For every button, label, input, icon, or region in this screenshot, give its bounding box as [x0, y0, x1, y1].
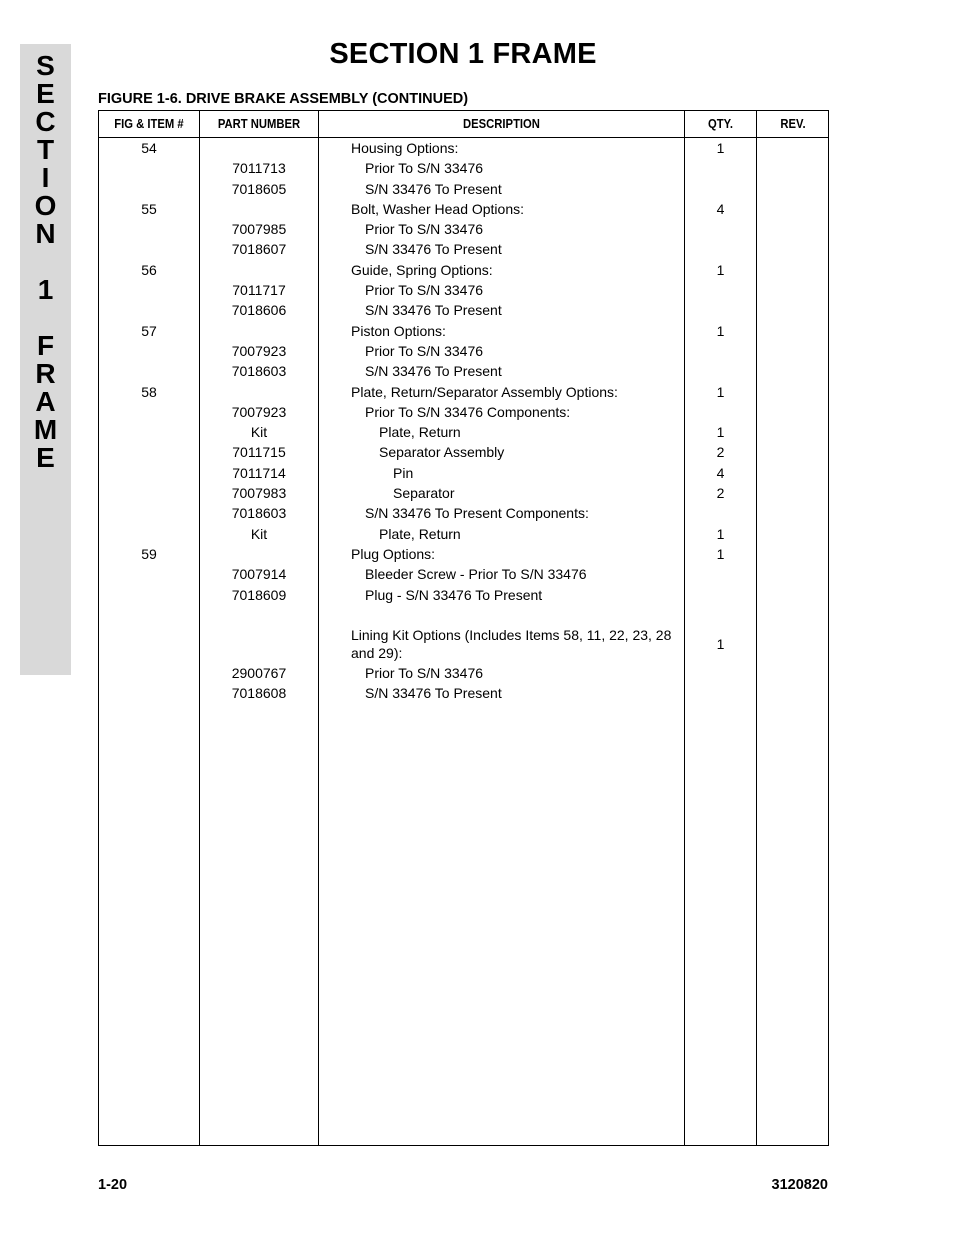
- part-number-cell: 7011713: [232, 160, 286, 177]
- part-number-cell: 7007914: [231, 566, 287, 583]
- description-cell: S/N 33476 To Present: [365, 180, 502, 197]
- description-cell: Housing Options:: [351, 140, 459, 156]
- page-title: SECTION 1 FRAME: [329, 38, 597, 70]
- part-number-cell: 7011714: [232, 464, 286, 481]
- qty-cell: 4: [716, 200, 725, 217]
- part-number-cell: 7007985: [231, 221, 287, 238]
- item-number-cell: 58: [141, 383, 157, 400]
- table-row: [99, 423, 828, 443]
- table-row: [99, 443, 828, 463]
- table-row: [99, 626, 828, 664]
- qty-cell: 1: [716, 635, 725, 652]
- part-number-cell: 7007923: [231, 403, 287, 420]
- side-tab-letter: T: [36, 134, 55, 165]
- column-header-part-number: PART NUMBER: [217, 117, 301, 131]
- table-row: [99, 684, 828, 704]
- table-row: [99, 240, 828, 260]
- description-cell: S/N 33476 To Present: [365, 685, 502, 702]
- side-tab-letter: S: [36, 50, 55, 81]
- description-cell: Bleeder Screw - Prior To S/N 33476: [365, 566, 587, 583]
- item-number-cell: 59: [141, 545, 157, 562]
- side-tab-letter: E: [36, 78, 55, 109]
- part-number-cell: 7018608: [231, 685, 287, 702]
- column-header-rev: REV.: [780, 117, 806, 131]
- description-cell: Lining Kit Options (Includes Items 58, 11, 22, 23, 28 and 29):: [351, 626, 672, 661]
- table-row: [99, 565, 828, 585]
- qty-cell: 2: [716, 485, 725, 502]
- table-row: [99, 586, 828, 606]
- table-row: [99, 403, 828, 423]
- part-number-cell: 7018603: [231, 505, 287, 522]
- side-tab-letter: R: [35, 358, 56, 389]
- column-header-qty: QTY.: [707, 117, 734, 131]
- part-number-cell: 2900767: [231, 664, 287, 681]
- table-row: [99, 342, 828, 362]
- description-cell: Prior To S/N 33476 Components:: [365, 403, 571, 420]
- description-cell: S/N 33476 To Present: [365, 302, 502, 319]
- item-number-cell: 56: [141, 261, 157, 278]
- table-row: [99, 664, 828, 684]
- qty-cell: 1: [716, 322, 725, 339]
- table-row: [99, 139, 828, 159]
- description-cell: Separator: [393, 485, 455, 502]
- table-row: [99, 301, 828, 321]
- description-cell: Guide, Spring Options:: [351, 261, 493, 278]
- item-number-cell: 54: [141, 140, 157, 156]
- side-tab-letter: N: [35, 218, 56, 249]
- qty-cell: 1: [716, 424, 725, 441]
- part-number-cell: 7018609: [231, 586, 287, 603]
- description-cell: Prior To S/N 33476: [365, 664, 484, 681]
- description-cell: Plate, Return: [379, 525, 461, 542]
- table-row: [99, 261, 828, 281]
- table-row: [99, 464, 828, 484]
- description-cell: Prior To S/N 33476: [365, 342, 484, 359]
- part-number-cell: 7011717: [232, 282, 286, 299]
- part-number-cell: 7018607: [231, 241, 287, 258]
- page-number: 1-20: [98, 1177, 128, 1193]
- table-row: [99, 484, 828, 504]
- description-cell: S/N 33476 To Present: [365, 363, 502, 380]
- side-tab-letter: 1: [37, 274, 54, 305]
- description-cell: Prior To S/N 33476: [365, 160, 484, 177]
- part-number-cell: Kit: [250, 424, 268, 441]
- item-number-cell: 55: [141, 200, 157, 217]
- side-tab-letter: E: [36, 442, 55, 473]
- qty-cell: 4: [716, 464, 725, 481]
- column-header-description: DESCRIPTION: [463, 117, 540, 131]
- part-number-cell: Kit: [250, 525, 268, 542]
- qty-cell: 1: [716, 383, 725, 400]
- description-cell: Plate, Return/Separator Assembly Options:: [351, 383, 618, 400]
- header-divider: [99, 137, 828, 138]
- table-row: [99, 383, 828, 403]
- description-cell: Pin: [393, 464, 414, 481]
- table-row: [99, 504, 828, 524]
- part-number-cell: 7018603: [231, 363, 287, 380]
- description-cell: S/N 33476 To Present Components:: [365, 505, 589, 522]
- part-number-cell: 7011715: [232, 444, 286, 461]
- part-number-cell: 7007923: [231, 342, 287, 359]
- qty-cell: 1: [716, 140, 725, 156]
- part-number-cell: 7018605: [231, 180, 287, 197]
- section-side-tab: [20, 44, 71, 675]
- description-cell: Prior To S/N 33476: [365, 221, 484, 238]
- side-tab-letter: O: [34, 190, 57, 221]
- qty-cell: 1: [716, 261, 725, 278]
- side-tab-letter: M: [33, 414, 58, 445]
- qty-cell: 1: [716, 525, 725, 542]
- document-number: 3120820: [771, 1177, 828, 1193]
- description-cell: Plate, Return: [379, 424, 461, 441]
- side-tab-letter: F: [36, 330, 55, 361]
- description-cell: Plug Options:: [351, 545, 436, 562]
- description-cell: Plug - S/N 33476 To Present: [365, 586, 543, 603]
- table-row: [99, 220, 828, 240]
- item-number-cell: 57: [141, 322, 157, 339]
- description-cell: Bolt, Washer Head Options:: [351, 200, 525, 217]
- description-cell: Prior To S/N 33476: [365, 282, 484, 299]
- column-header-item: FIG & ITEM #: [114, 117, 184, 131]
- table-row: [99, 200, 828, 220]
- parts-table: [98, 110, 829, 1146]
- side-tab-letter: I: [41, 162, 50, 193]
- part-number-cell: 7018606: [231, 302, 287, 319]
- side-tab-letters: [20, 52, 71, 472]
- table-row: [99, 362, 828, 382]
- description-cell: S/N 33476 To Present: [365, 241, 502, 258]
- qty-cell: 2: [716, 444, 725, 461]
- part-number-cell: 7007983: [231, 485, 287, 502]
- table-row: [99, 525, 828, 545]
- table-row: [99, 180, 828, 200]
- figure-title: FIGURE 1-6. DRIVE BRAKE ASSEMBLY (CONTINUED): [98, 91, 469, 107]
- description-cell: Separator Assembly: [379, 444, 505, 461]
- description-cell: Piston Options:: [351, 322, 446, 339]
- side-tab-letter: C: [35, 106, 56, 137]
- side-tab-letter: A: [35, 386, 56, 417]
- table-row: [99, 159, 828, 179]
- qty-cell: 1: [716, 545, 725, 562]
- table-row: [99, 322, 828, 342]
- table-body: [99, 139, 828, 704]
- table-row: [99, 545, 828, 565]
- table-row: [99, 281, 828, 301]
